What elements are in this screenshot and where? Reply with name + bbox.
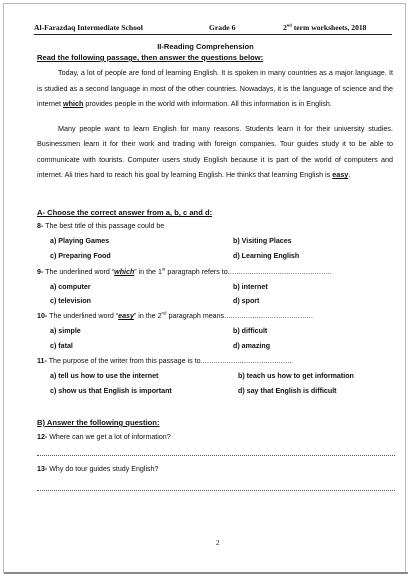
question-13: 13- Why do tour guides study English? (37, 465, 159, 473)
q11-option-c[interactable]: c) show us that English is important (50, 387, 172, 395)
page-number: 2 (216, 539, 220, 547)
school-name: Al-Farazdaq Intermediate School (34, 23, 143, 32)
term-label: 2nd term worksheets, 2018 (283, 22, 367, 32)
q10-option-c[interactable]: c) fatal (50, 342, 73, 350)
header-divider (34, 34, 392, 35)
q10-option-a[interactable]: a) simple (50, 327, 81, 335)
q11-option-b[interactable]: b) teach us how to get information (238, 372, 354, 380)
section-title: II-Reading Comprehension (157, 42, 254, 51)
q10-option-b[interactable]: b) difficult (233, 327, 268, 335)
passage-paragraph-2: Many people want to learn English for many reasons. Students learn it for their university studies. Businessmen learn it for their work and trading with foreign companies. Tour guides study it to be able to communicate with tourists. Computer users study English because it is part of the world of computers and internet. Ali tries hard to reach his goal by learning English. He thinks that learning English is easy. (37, 123, 393, 179)
q9-option-d[interactable]: d) sport (233, 297, 260, 305)
question-9: 9- The underlined word “which” in the 1st paragraph refers to................................................ (37, 266, 332, 276)
grade-label: Grade 6 (209, 23, 236, 32)
q8-option-b[interactable]: b) Visiting Places (233, 237, 292, 245)
answer-line-12[interactable] (37, 455, 395, 456)
q8-option-a[interactable]: a) Playing Games (50, 237, 110, 245)
q9-option-c[interactable]: c) television (50, 297, 92, 305)
page-shadow (4, 572, 408, 574)
question-11: 11- The purpose of the writer from this passage is to.......................................... (37, 357, 292, 365)
instruction-heading: Read the following passage, then answer the questions below: (37, 53, 264, 62)
question-12: 12- Where can we get a lot of information? (37, 433, 171, 441)
question-8: 8- The best title of this passage could be (37, 222, 165, 230)
passage (37, 65, 393, 183)
question-10: 10- The underlined word “easy” in the 2nd paragraph means......................................... (37, 310, 314, 320)
q11-option-d[interactable]: d) say that English is difficult (238, 387, 337, 395)
underlined-which: which (62, 99, 84, 108)
passage-paragraph-1: Today, a lot of people are fond of learning English. It is spoken in many countries as a major language. It is studied as a second language in most of the other countries. Nowadays, it is the language of science and the internet which provides people in the world with information. All this information is in English. (37, 68, 393, 108)
underlined-easy: easy (332, 170, 349, 179)
part-b-title: B) Answer the following question: (37, 418, 160, 427)
part-a-title: A- Choose the correct answer from a, b, c and d: (37, 208, 213, 217)
q11-option-a[interactable]: a) tell us how to use the internet (50, 372, 159, 380)
q10-option-d[interactable]: d) amazing (233, 342, 271, 350)
q8-option-c[interactable]: c) Preparing Food (50, 252, 111, 260)
q8-option-d[interactable]: d) Learning English (233, 252, 300, 260)
q9-option-b[interactable]: b) internet (233, 283, 268, 291)
q9-option-a[interactable]: a) computer (50, 283, 91, 291)
answer-line-13[interactable] (37, 490, 395, 491)
